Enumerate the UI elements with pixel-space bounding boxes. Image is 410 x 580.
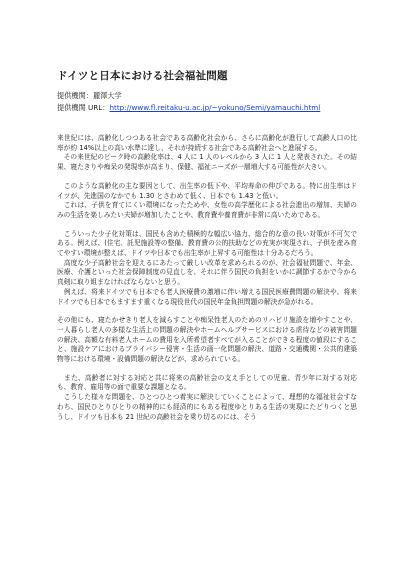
- document-title: ドイツと日本における社会福祉問題: [57, 70, 228, 82]
- provider-label: 提供機関：: [57, 91, 93, 100]
- provider-row: [57, 90, 357, 102]
- paragraph: 例えば、将来ドイツでも日本でも老人医療費の激増に伴い増える国民医療費問題の解決や、将来ドイツでも日本でもますます重くなる現役世代の国民年金負担問題の解決が急がれる。: [57, 287, 357, 306]
- paragraph: 来世紀には、高齢化しつつある社会である高齢化社会から、さらに高齢化が進行して高齢人口の比率が約 14%以上の高い水準に達し、それが持続する社会である高齢社会へと進展する。: [57, 134, 357, 152]
- provider-info: [57, 90, 357, 114]
- paragraph: また、高齢者に対する対応と共に将来の高齢社会の支え手としての児童、青少年に対する対応も、教育、雇用等の面で重要な課題となる。: [57, 373, 357, 392]
- paragraph: その来世紀のピーク時の高齢化率は、4 人に 1 人のレベルから 3 人に 1 人と発表された。その結果、寝たきりや痴呆の発現率が高まり、保健、福祉ニーズが一層増大する可能性が大きい。: [57, 153, 357, 172]
- paragraph: これは、子供を育てにくい環境になったためや、女性の高学歴化による社会進出の増加、夫婦のみの生活を楽しみたい夫婦が増加したことや、教育費や養育費が非常に高いためである。: [57, 201, 357, 219]
- paragraph: その他にも、寝たかせきり老人を減らすことや痴呆性老人のためのリハビリ施設を増やすことや、一人暮らし老人の多様な生活上の問題の解決やホームヘルプサービスにおける虐待などの被害問題の解決、高額な有料老人ホームの費用を入所希望者すべてが入ることができる程度の値段にすること、施設ケアにおけるプライバシー侵害・生活の画一化問題の解決、道路・交通機関・公共的建築物等における環境・設備問題の解決などが、求められている。: [57, 316, 357, 364]
- document-body: [57, 134, 357, 422]
- provider-url-link[interactable]: http://www.fl.reitaku-u.ac.jp/~yokuno/Semi/yamauchi.html: [109, 103, 321, 112]
- paragraph: こういった少子化対策は、国民も含めた積極的な幅広い協力、総合的な意の長い対策が不可欠である。例えば、(住宅、託児施設等の整備、教育費の公的扶助などの充実が実現され、子供を産み育てやすい環境が整えば、ドイツや日本でも出生率が上昇する可能性は十分あるだろう。: [57, 229, 357, 258]
- paragraph: このような高齢化の主な要因として、出生率の低下や、平均寿命の伸びである。特に出生率はドイツが、先進国のなかでも 1.30 とさわめて低く、日本でも 1.43 と低い。: [57, 181, 357, 200]
- paragraph: こうした様々な問題を、ひとつひとつ着実に解決していくことによって、理想的な福祉社会すなわち、国民ひとりひとりの精神的にも経済的にもある程度ゆとりある生活の実現にたどりつくと思うし、ドイツも日本も 21 世紀の高齢社会を乗り切るのには、そう: [57, 393, 357, 421]
- provider-url-row: [57, 102, 357, 114]
- provider-url-label: 提供機関 URL：: [57, 103, 110, 112]
- provider-name: 麗澤大学: [92, 91, 122, 100]
- paragraph: 高度な少子高齢社会を迎えるにあたって厳しい改革を求められるのが、社会福祉問題で、年金、医療、介護といった社会保障制度の見直しを、それに伴う国民の負担をいかに調節するかで今から真剣に取り組まなければならないと思う。: [57, 258, 357, 287]
